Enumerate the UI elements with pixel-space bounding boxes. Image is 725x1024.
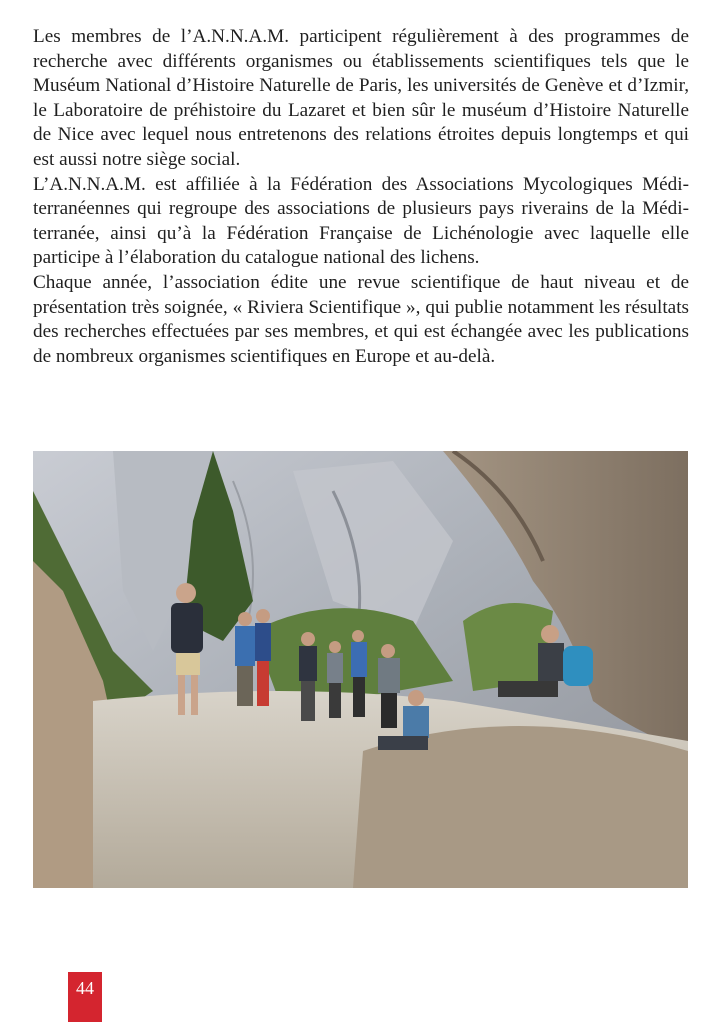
page-number: 44 [68, 972, 102, 1022]
body-text [33, 25, 689, 369]
paragraph-federation-affiliation: L’A.N.N.A.M. est affiliée à la Fédération des Associations Mycologiques Méditerranéennes qui regroupe des associations de plusieurs pays riverains de la Méditerranée, ainsi qu’à la Fédération Française de Lichénologie avec laquelle elle participe à l’élaboration du catalogue national des lichens. [33, 173, 689, 269]
paragraph-research-programs: Les membres de l’A.N.N.A.M. participent régulièrement à des programmes de recherche avec différents organismes ou établissements scientifiques tels que le Muséum National d’Histoire Naturelle de Paris, les universités de Genève et d’Izmir, le Laboratoire de préhistoire du Lazaret et bien sûr le muséum d’Histoire Naturelle de Nice avec lequel nous entretenons des relations étroites depuis longtemps et qui est aussi notre siège social. [33, 26, 689, 170]
paragraph-riviera-scientifique: Chaque année, l’association édite une revue scientifique de haut niveau et de présentation très soignée, « Riviera Scientifique », qui publie notamment les résultats des recherches effectuées par ses membres, et qui est échangée avec les publications de nombreux organismes scientifiques en Europe et au-delà. [33, 271, 689, 367]
group-hikers-photo [33, 451, 688, 888]
